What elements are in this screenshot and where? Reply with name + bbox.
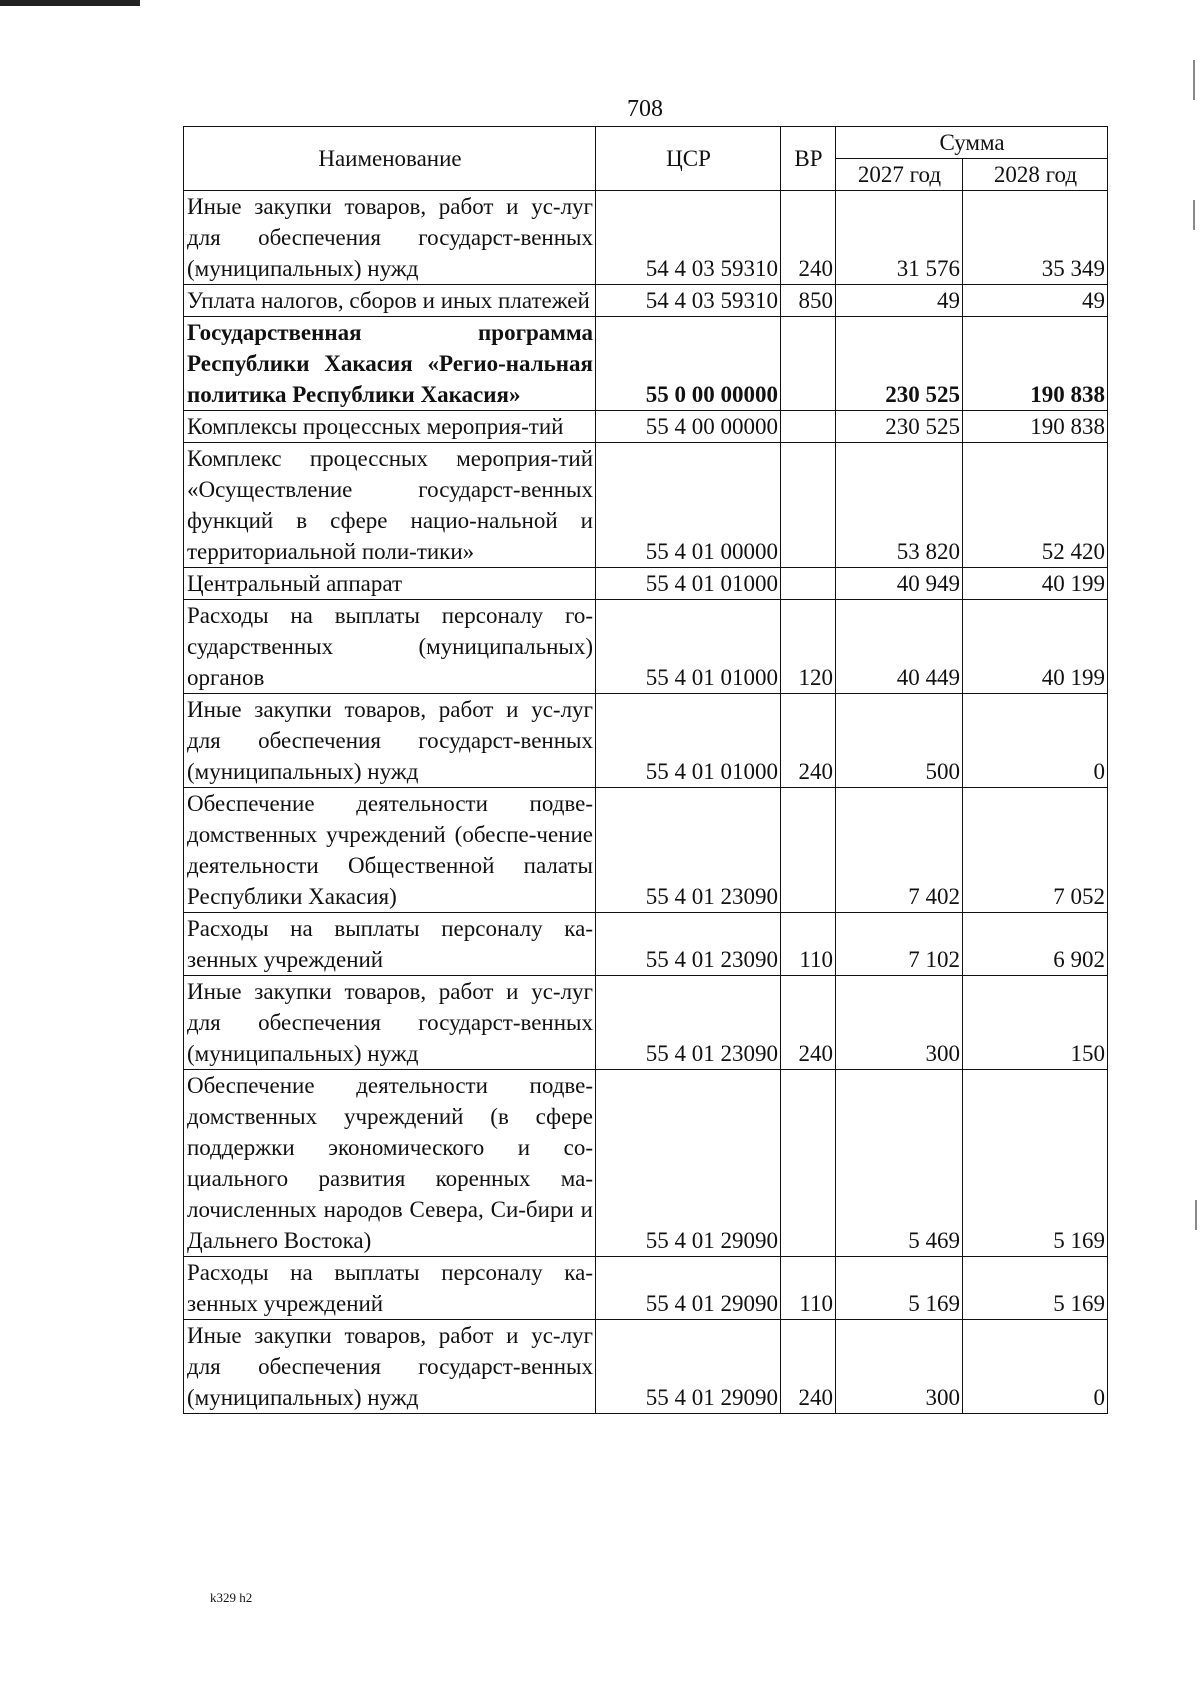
row-vr-code xyxy=(781,1070,836,1257)
row-sum-2028: 7 052 xyxy=(963,788,1108,913)
header-year-2027: 2027 год xyxy=(836,159,963,191)
row-name: Обеспечение деятельности подве-домственных учреждений (в сфере поддержки экономического и со-циального развития коренных ма-лочисленных народов Севера, Си-бири и Дальнего Востока) xyxy=(184,1070,596,1257)
table-row xyxy=(184,317,1108,411)
page-number: 708 xyxy=(627,96,663,122)
row-sum-2028: 5 169 xyxy=(963,1257,1108,1320)
table-row xyxy=(184,411,1108,443)
table-row xyxy=(184,694,1108,788)
row-csr-code: 55 4 00 00000 xyxy=(596,411,781,443)
row-sum-2027: 5 169 xyxy=(836,1257,963,1320)
row-vr-code: 110 xyxy=(781,913,836,976)
row-vr-code: 110 xyxy=(781,1257,836,1320)
row-csr-code: 55 4 01 29090 xyxy=(596,1257,781,1320)
header-csr: ЦСР xyxy=(596,127,781,191)
table-row xyxy=(184,976,1108,1070)
table-row xyxy=(184,1070,1108,1257)
table-row xyxy=(184,568,1108,600)
scan-margin-mark xyxy=(1193,60,1195,100)
table-body xyxy=(184,191,1108,1414)
row-sum-2028: 150 xyxy=(963,976,1108,1070)
row-vr-code xyxy=(781,568,836,600)
table-row xyxy=(184,913,1108,976)
row-sum-2027: 230 525 xyxy=(836,317,963,411)
row-vr-code: 240 xyxy=(781,191,836,285)
row-vr-code xyxy=(781,317,836,411)
row-sum-2028: 0 xyxy=(963,1320,1108,1414)
row-name: Уплата налогов, сборов и иных платежей xyxy=(184,285,596,317)
row-sum-2027: 5 469 xyxy=(836,1070,963,1257)
row-name: Комплекс процессных мероприя-тий «Осуществление государст-венных функций в сфере нацио-нальной и территориальной поли-тики» xyxy=(184,443,596,568)
header-name: Наименование xyxy=(184,127,596,191)
row-name: Обеспечение деятельности подве-домственных учреждений (обеспе-чение деятельности Общественной палаты Республики Хакасия) xyxy=(184,788,596,913)
table-row xyxy=(184,1320,1108,1414)
row-sum-2028: 5 169 xyxy=(963,1070,1108,1257)
row-name: Расходы на выплаты персоналу ка-зенных учреждений xyxy=(184,913,596,976)
row-sum-2027: 49 xyxy=(836,285,963,317)
row-csr-code: 55 4 01 29090 xyxy=(596,1070,781,1257)
scan-margin-mark xyxy=(1193,200,1195,230)
row-sum-2028: 0 xyxy=(963,694,1108,788)
row-sum-2028: 35 349 xyxy=(963,191,1108,285)
row-vr-code: 240 xyxy=(781,694,836,788)
row-sum-2027: 40 949 xyxy=(836,568,963,600)
row-sum-2028: 49 xyxy=(963,285,1108,317)
row-csr-code: 55 4 01 23090 xyxy=(596,788,781,913)
row-vr-code xyxy=(781,788,836,913)
row-csr-code: 55 4 01 23090 xyxy=(596,976,781,1070)
table-row xyxy=(184,191,1108,285)
row-csr-code: 54 4 03 59310 xyxy=(596,285,781,317)
row-name: Центральный аппарат xyxy=(184,568,596,600)
row-csr-code: 55 4 01 29090 xyxy=(596,1320,781,1414)
row-vr-code: 850 xyxy=(781,285,836,317)
row-csr-code: 55 4 01 01000 xyxy=(596,568,781,600)
row-sum-2028: 40 199 xyxy=(963,600,1108,694)
row-sum-2027: 7 402 xyxy=(836,788,963,913)
header-year-2028: 2028 год xyxy=(963,159,1108,191)
table-row xyxy=(184,285,1108,317)
row-sum-2027: 31 576 xyxy=(836,191,963,285)
row-sum-2028: 6 902 xyxy=(963,913,1108,976)
footer-code: k329 h2 xyxy=(210,1590,253,1605)
row-sum-2028: 52 420 xyxy=(963,443,1108,568)
row-vr-code: 240 xyxy=(781,976,836,1070)
row-name: Расходы на выплаты персоналу ка-зенных учреждений xyxy=(184,1257,596,1320)
row-csr-code: 55 0 00 00000 xyxy=(596,317,781,411)
row-name: Иные закупки товаров, работ и ус-луг для обеспечения государст-венных (муниципальных) нужд xyxy=(184,976,596,1070)
table-row xyxy=(184,788,1108,913)
row-csr-code: 55 4 01 01000 xyxy=(596,600,781,694)
row-sum-2027: 7 102 xyxy=(836,913,963,976)
row-name: Иные закупки товаров, работ и ус-луг для обеспечения государст-венных (муниципальных) нужд xyxy=(184,1320,596,1414)
header-vr: ВР xyxy=(781,127,836,191)
row-sum-2028: 40 199 xyxy=(963,568,1108,600)
row-vr-code: 120 xyxy=(781,600,836,694)
row-name: Расходы на выплаты персоналу го-сударственных (муниципальных) органов xyxy=(184,600,596,694)
row-csr-code: 55 4 01 01000 xyxy=(596,694,781,788)
row-csr-code: 55 4 01 23090 xyxy=(596,913,781,976)
row-name: Государственная программа Республики Хакасия «Регио-нальная политика Республики Хакасия» xyxy=(184,317,596,411)
budget-table xyxy=(183,126,1108,1414)
row-vr-code: 240 xyxy=(781,1320,836,1414)
row-name: Иные закупки товаров, работ и ус-луг для обеспечения государст-венных (муниципальных) нужд xyxy=(184,694,596,788)
header-sum: Сумма xyxy=(836,127,1108,159)
row-sum-2028: 190 838 xyxy=(963,317,1108,411)
row-sum-2027: 300 xyxy=(836,1320,963,1414)
row-vr-code xyxy=(781,411,836,443)
row-sum-2027: 230 525 xyxy=(836,411,963,443)
row-sum-2027: 40 449 xyxy=(836,600,963,694)
row-name: Комплексы процессных мероприя-тий xyxy=(184,411,596,443)
row-csr-code: 54 4 03 59310 xyxy=(596,191,781,285)
row-sum-2028: 190 838 xyxy=(963,411,1108,443)
table-row xyxy=(184,600,1108,694)
row-sum-2027: 500 xyxy=(836,694,963,788)
table-row xyxy=(184,1257,1108,1320)
row-vr-code xyxy=(781,443,836,568)
scan-edge-mark xyxy=(0,0,140,6)
scan-margin-mark xyxy=(1195,1200,1197,1230)
row-sum-2027: 300 xyxy=(836,976,963,1070)
row-csr-code: 55 4 01 00000 xyxy=(596,443,781,568)
table-row xyxy=(184,443,1108,568)
row-name: Иные закупки товаров, работ и ус-луг для обеспечения государст-венных (муниципальных) нужд xyxy=(184,191,596,285)
row-sum-2027: 53 820 xyxy=(836,443,963,568)
